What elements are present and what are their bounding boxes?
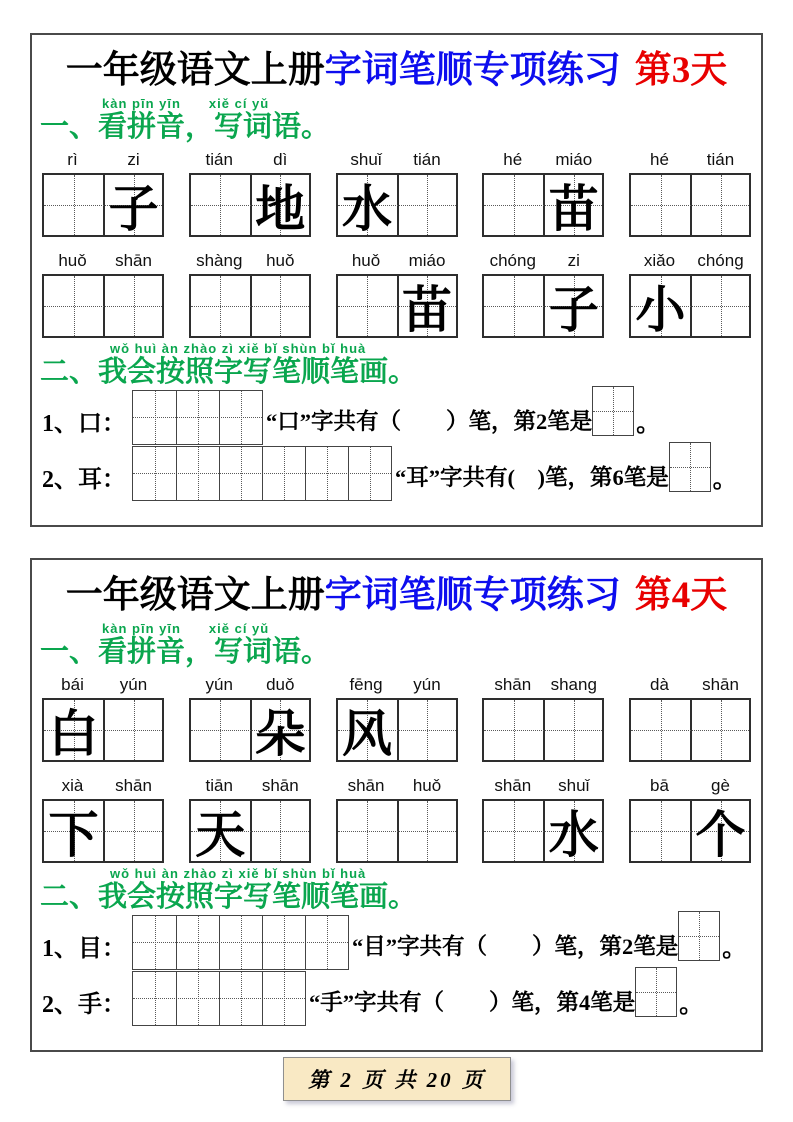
worksheet-day4: [30, 558, 763, 1052]
writing-grid: [42, 274, 164, 338]
writing-grid: [482, 274, 604, 338]
writing-cell: [191, 175, 250, 235]
writing-cell: [631, 276, 690, 339]
pinyin-syllable: shān: [115, 250, 152, 270]
stroke-cell: [133, 916, 176, 969]
writing-cell: [44, 276, 103, 336]
word-entry: [189, 150, 311, 237]
answer-character: 个: [695, 807, 746, 864]
pinyin-syllable: zi: [567, 250, 580, 270]
answer-character: 下: [48, 807, 99, 864]
writing-cell: [690, 175, 749, 235]
word-entry: [189, 675, 311, 762]
worksheet-day3: [30, 33, 763, 527]
word-entry: [189, 251, 311, 338]
pinyin-syllable: duǒ: [266, 674, 295, 694]
word-entry: [629, 150, 751, 237]
writing-cell: [191, 276, 250, 336]
word-entry: [336, 251, 458, 338]
pinyin-syllable: shàng: [196, 250, 243, 270]
item-label: 2、手：: [42, 991, 126, 1018]
answer-character: 水: [548, 807, 599, 864]
pinyin-syllable: shān: [115, 775, 152, 795]
word-entry: [336, 776, 458, 863]
stroke-practice-grid: [132, 390, 263, 445]
question-text: “耳”字共有( )笔，第6笔是: [395, 465, 669, 491]
writing-grid: [336, 799, 458, 863]
word-entry: [629, 776, 751, 863]
pinyin-syllable: shān: [347, 775, 385, 795]
pinyin-syllable: yún: [119, 674, 148, 694]
pinyin-syllable: tián: [706, 149, 735, 169]
question-text: “目”字共有（ ）笔，第2笔是: [352, 934, 679, 960]
stroke-order-item: [42, 452, 753, 501]
title-day-badge: 第4天: [634, 575, 728, 616]
stroke-order-area: [40, 396, 753, 501]
answer-character: 苗: [402, 282, 452, 339]
pinyin-syllable: yún: [205, 674, 233, 694]
pinyin-label: [336, 675, 458, 695]
pinyin-syllable: shān: [494, 775, 532, 795]
stroke-practice-grid: [132, 446, 392, 501]
pinyin-label: [189, 776, 311, 796]
word-entry: [42, 675, 164, 762]
answer-character: 白: [48, 705, 99, 762]
pinyin-syllable: chóng: [489, 250, 536, 270]
word-entry: [629, 675, 751, 762]
writing-cell: [631, 175, 690, 235]
pinyin-syllable: huǒ: [412, 775, 442, 795]
section-1-header: [40, 97, 753, 143]
answer-character: 风: [342, 705, 392, 762]
pinyin-syllable: miáo: [555, 149, 593, 169]
writing-grid: [189, 799, 311, 863]
pinyin-syllable: hé: [650, 149, 669, 169]
writing-grid: [629, 698, 751, 762]
writing-cell: [250, 276, 309, 336]
stroke-cell: [133, 972, 176, 1025]
pinyin-label: [189, 150, 311, 170]
worksheet-title: [40, 49, 753, 93]
question-text: “口”字共有（ ）笔，第2笔是: [266, 409, 593, 435]
pinyin-syllable: hé: [503, 149, 523, 169]
section-2-heading: 二、我会按照字写笔顺笔画。: [40, 355, 418, 388]
stroke-cell: [133, 391, 176, 444]
writing-grid: [42, 698, 164, 762]
pinyin-label: [336, 150, 458, 170]
stroke-cell: [176, 916, 219, 969]
writing-grid: [629, 173, 751, 237]
writing-cell: [250, 801, 309, 861]
stroke-cell: [219, 447, 262, 500]
writing-cell: [484, 801, 543, 861]
writing-cell: [397, 276, 456, 339]
writing-cell: [543, 801, 602, 864]
writing-grid: [42, 799, 164, 863]
writing-cell: [690, 700, 749, 760]
title-topic-part: 字词笔顺专项练习: [324, 575, 621, 616]
writing-cell: [44, 700, 103, 760]
pinyin-label: [629, 150, 751, 170]
pinyin-syllable: chóng: [697, 250, 744, 270]
stroke-order-item: [42, 396, 753, 445]
item-label: 1、口：: [42, 410, 126, 437]
writing-grid: [189, 698, 311, 762]
pinyin-syllable: zi: [127, 149, 140, 169]
word-entry: [482, 675, 604, 762]
writing-cell: [103, 276, 162, 336]
title-topic-part: 字词笔顺专项练习: [324, 50, 621, 91]
writing-cell: [543, 700, 602, 760]
item-label: 2、耳：: [42, 466, 126, 493]
writing-cell: [250, 700, 309, 760]
stroke-cell: [133, 447, 176, 500]
pinyin-syllable: huǒ: [351, 250, 381, 270]
section-1-pinyin: kàn pīn yīn xiě cí yǔ: [102, 621, 270, 637]
word-entry: [42, 251, 164, 338]
writing-cell: [103, 175, 162, 235]
pinyin-syllable: rì: [67, 149, 78, 169]
pinyin-syllable: dì: [273, 149, 288, 169]
answer-character: 天: [195, 807, 246, 864]
word-entry: [482, 150, 604, 237]
section-2-pinyin: wǒ huì àn zhào zì xiě bǐ shùn bǐ huà: [110, 341, 367, 357]
pinyin-label: [42, 251, 164, 271]
pinyin-label: [629, 776, 751, 796]
pinyin-label: [336, 776, 458, 796]
answer-character: 子: [548, 282, 599, 339]
writing-cell: [397, 700, 456, 760]
section-1-heading: 一、看拼音，写词语。: [40, 110, 331, 143]
word-grid-area: [40, 669, 753, 864]
writing-cell: [690, 801, 749, 864]
period-mark: 。: [722, 935, 747, 962]
section-2-pinyin: wǒ huì àn zhào zì xiě bǐ shùn bǐ huà: [110, 866, 367, 882]
pinyin-label: [189, 675, 311, 695]
writing-cell: [44, 175, 103, 235]
stroke-cell: [176, 391, 219, 444]
page-number-footer: 第 2 页 共 20 页: [283, 1057, 511, 1101]
stroke-cell: [305, 447, 348, 500]
pinyin-syllable: shān: [702, 674, 739, 694]
answer-box: [669, 442, 711, 492]
writing-grid: [336, 274, 458, 338]
writing-cell: [690, 276, 749, 336]
pinyin-syllable: gè: [711, 775, 730, 795]
word-grid-area: [40, 144, 753, 339]
stroke-cell: [348, 447, 391, 500]
stroke-cell: [176, 972, 219, 1025]
pinyin-syllable: shuǐ: [350, 149, 382, 169]
pinyin-label: [629, 251, 751, 271]
stroke-practice-grid: [132, 915, 349, 970]
writing-cell: [484, 276, 543, 336]
pinyin-syllable: miáo: [408, 250, 446, 270]
writing-cell: [338, 801, 397, 861]
word-entry: [42, 776, 164, 863]
answer-box: [635, 967, 677, 1017]
writing-cell: [543, 276, 602, 339]
pinyin-label: [336, 251, 458, 271]
word-entry: [482, 776, 604, 863]
question-text: “手”字共有（ ）笔，第4笔是: [309, 990, 636, 1016]
stroke-cell: [219, 916, 262, 969]
pinyin-syllable: dà: [650, 674, 669, 694]
answer-character: 苗: [548, 180, 599, 237]
answer-box: [678, 911, 720, 961]
writing-cell: [338, 175, 397, 235]
writing-cell: [484, 175, 543, 235]
pinyin-syllable: xià: [61, 775, 84, 795]
pinyin-syllable: fēng: [349, 674, 383, 694]
word-row: [42, 776, 751, 863]
writing-grid: [42, 173, 164, 237]
pinyin-syllable: yún: [413, 674, 441, 694]
writing-cell: [397, 801, 456, 861]
period-mark: 。: [712, 466, 737, 493]
stroke-order-item: [42, 977, 753, 1026]
writing-cell: [338, 700, 397, 760]
word-entry: [336, 150, 458, 237]
writing-cell: [103, 801, 162, 861]
section-2-header: [40, 867, 753, 913]
section-2-header: [40, 342, 753, 388]
item-label: 1、目：: [42, 935, 126, 962]
section-1-pinyin: kàn pīn yīn xiě cí yǔ: [102, 96, 270, 112]
pinyin-label: [42, 776, 164, 796]
answer-character: 子: [108, 180, 159, 237]
stroke-cell: [262, 916, 305, 969]
writing-grid: [482, 698, 604, 762]
worksheet-title: [40, 574, 753, 618]
period-mark: 。: [636, 410, 661, 437]
writing-grid: [189, 173, 311, 237]
word-row: [42, 150, 751, 237]
pinyin-syllable: huǒ: [58, 250, 87, 270]
writing-grid: [629, 274, 751, 338]
answer-character: 小: [635, 282, 686, 339]
word-entry: [336, 675, 458, 762]
pinyin-syllable: huǒ: [266, 250, 295, 270]
answer-character: 地: [255, 180, 306, 237]
pinyin-label: [482, 675, 604, 695]
stroke-order-item: [42, 921, 753, 970]
writing-cell: [44, 801, 103, 864]
word-entry: [482, 251, 604, 338]
section-2-heading: 二、我会按照字写笔顺笔画。: [40, 880, 418, 913]
pinyin-syllable: shuǐ: [558, 775, 590, 795]
stroke-cell: [305, 916, 348, 969]
pinyin-syllable: tián: [413, 149, 441, 169]
pinyin-syllable: tián: [205, 149, 233, 169]
word-entry: [189, 776, 311, 863]
section-1-header: [40, 622, 753, 668]
pinyin-label: [482, 251, 604, 271]
pinyin-syllable: xiǎo: [643, 250, 676, 270]
stroke-cell: [219, 972, 262, 1025]
pinyin-syllable: shān: [261, 775, 299, 795]
answer-box: [592, 386, 634, 436]
stroke-cell: [262, 447, 305, 500]
writing-grid: [629, 799, 751, 863]
title-book-part: 一年级语文上册: [65, 50, 325, 91]
writing-grid: [482, 799, 604, 863]
stroke-cell: [176, 447, 219, 500]
word-row: [42, 251, 751, 338]
stroke-cell: [262, 972, 305, 1025]
pinyin-label: [482, 150, 604, 170]
word-row: [42, 675, 751, 762]
pinyin-syllable: shang: [550, 674, 597, 694]
writing-cell: [397, 175, 456, 235]
writing-cell: [191, 700, 250, 760]
pinyin-label: [189, 251, 311, 271]
pinyin-label: [42, 675, 164, 695]
pinyin-label: [482, 776, 604, 796]
section-1-heading: 一、看拼音，写词语。: [40, 635, 331, 668]
title-book-part: 一年级语文上册: [65, 575, 325, 616]
pinyin-syllable: bā: [650, 775, 669, 795]
writing-cell: [103, 700, 162, 760]
title-day-badge: 第3天: [634, 50, 728, 91]
pinyin-syllable: shān: [494, 674, 532, 694]
pinyin-label: [629, 675, 751, 695]
writing-cell: [250, 175, 309, 235]
answer-character: 水: [342, 180, 392, 237]
writing-cell: [338, 276, 397, 336]
writing-cell: [631, 700, 690, 760]
writing-cell: [543, 175, 602, 235]
stroke-cell: [219, 391, 262, 444]
stroke-practice-grid: [132, 971, 306, 1026]
pinyin-syllable: tiān: [205, 775, 233, 795]
period-mark: 。: [679, 991, 704, 1018]
pinyin-label: [42, 150, 164, 170]
answer-character: 朵: [255, 705, 306, 762]
word-entry: [42, 150, 164, 237]
writing-grid: [189, 274, 311, 338]
writing-cell: [191, 801, 250, 864]
stroke-order-area: [40, 921, 753, 1026]
word-entry: [629, 251, 751, 338]
writing-grid: [482, 173, 604, 237]
writing-cell: [484, 700, 543, 760]
writing-grid: [336, 173, 458, 237]
writing-cell: [631, 801, 690, 861]
writing-grid: [336, 698, 458, 762]
pinyin-syllable: bái: [61, 674, 84, 694]
